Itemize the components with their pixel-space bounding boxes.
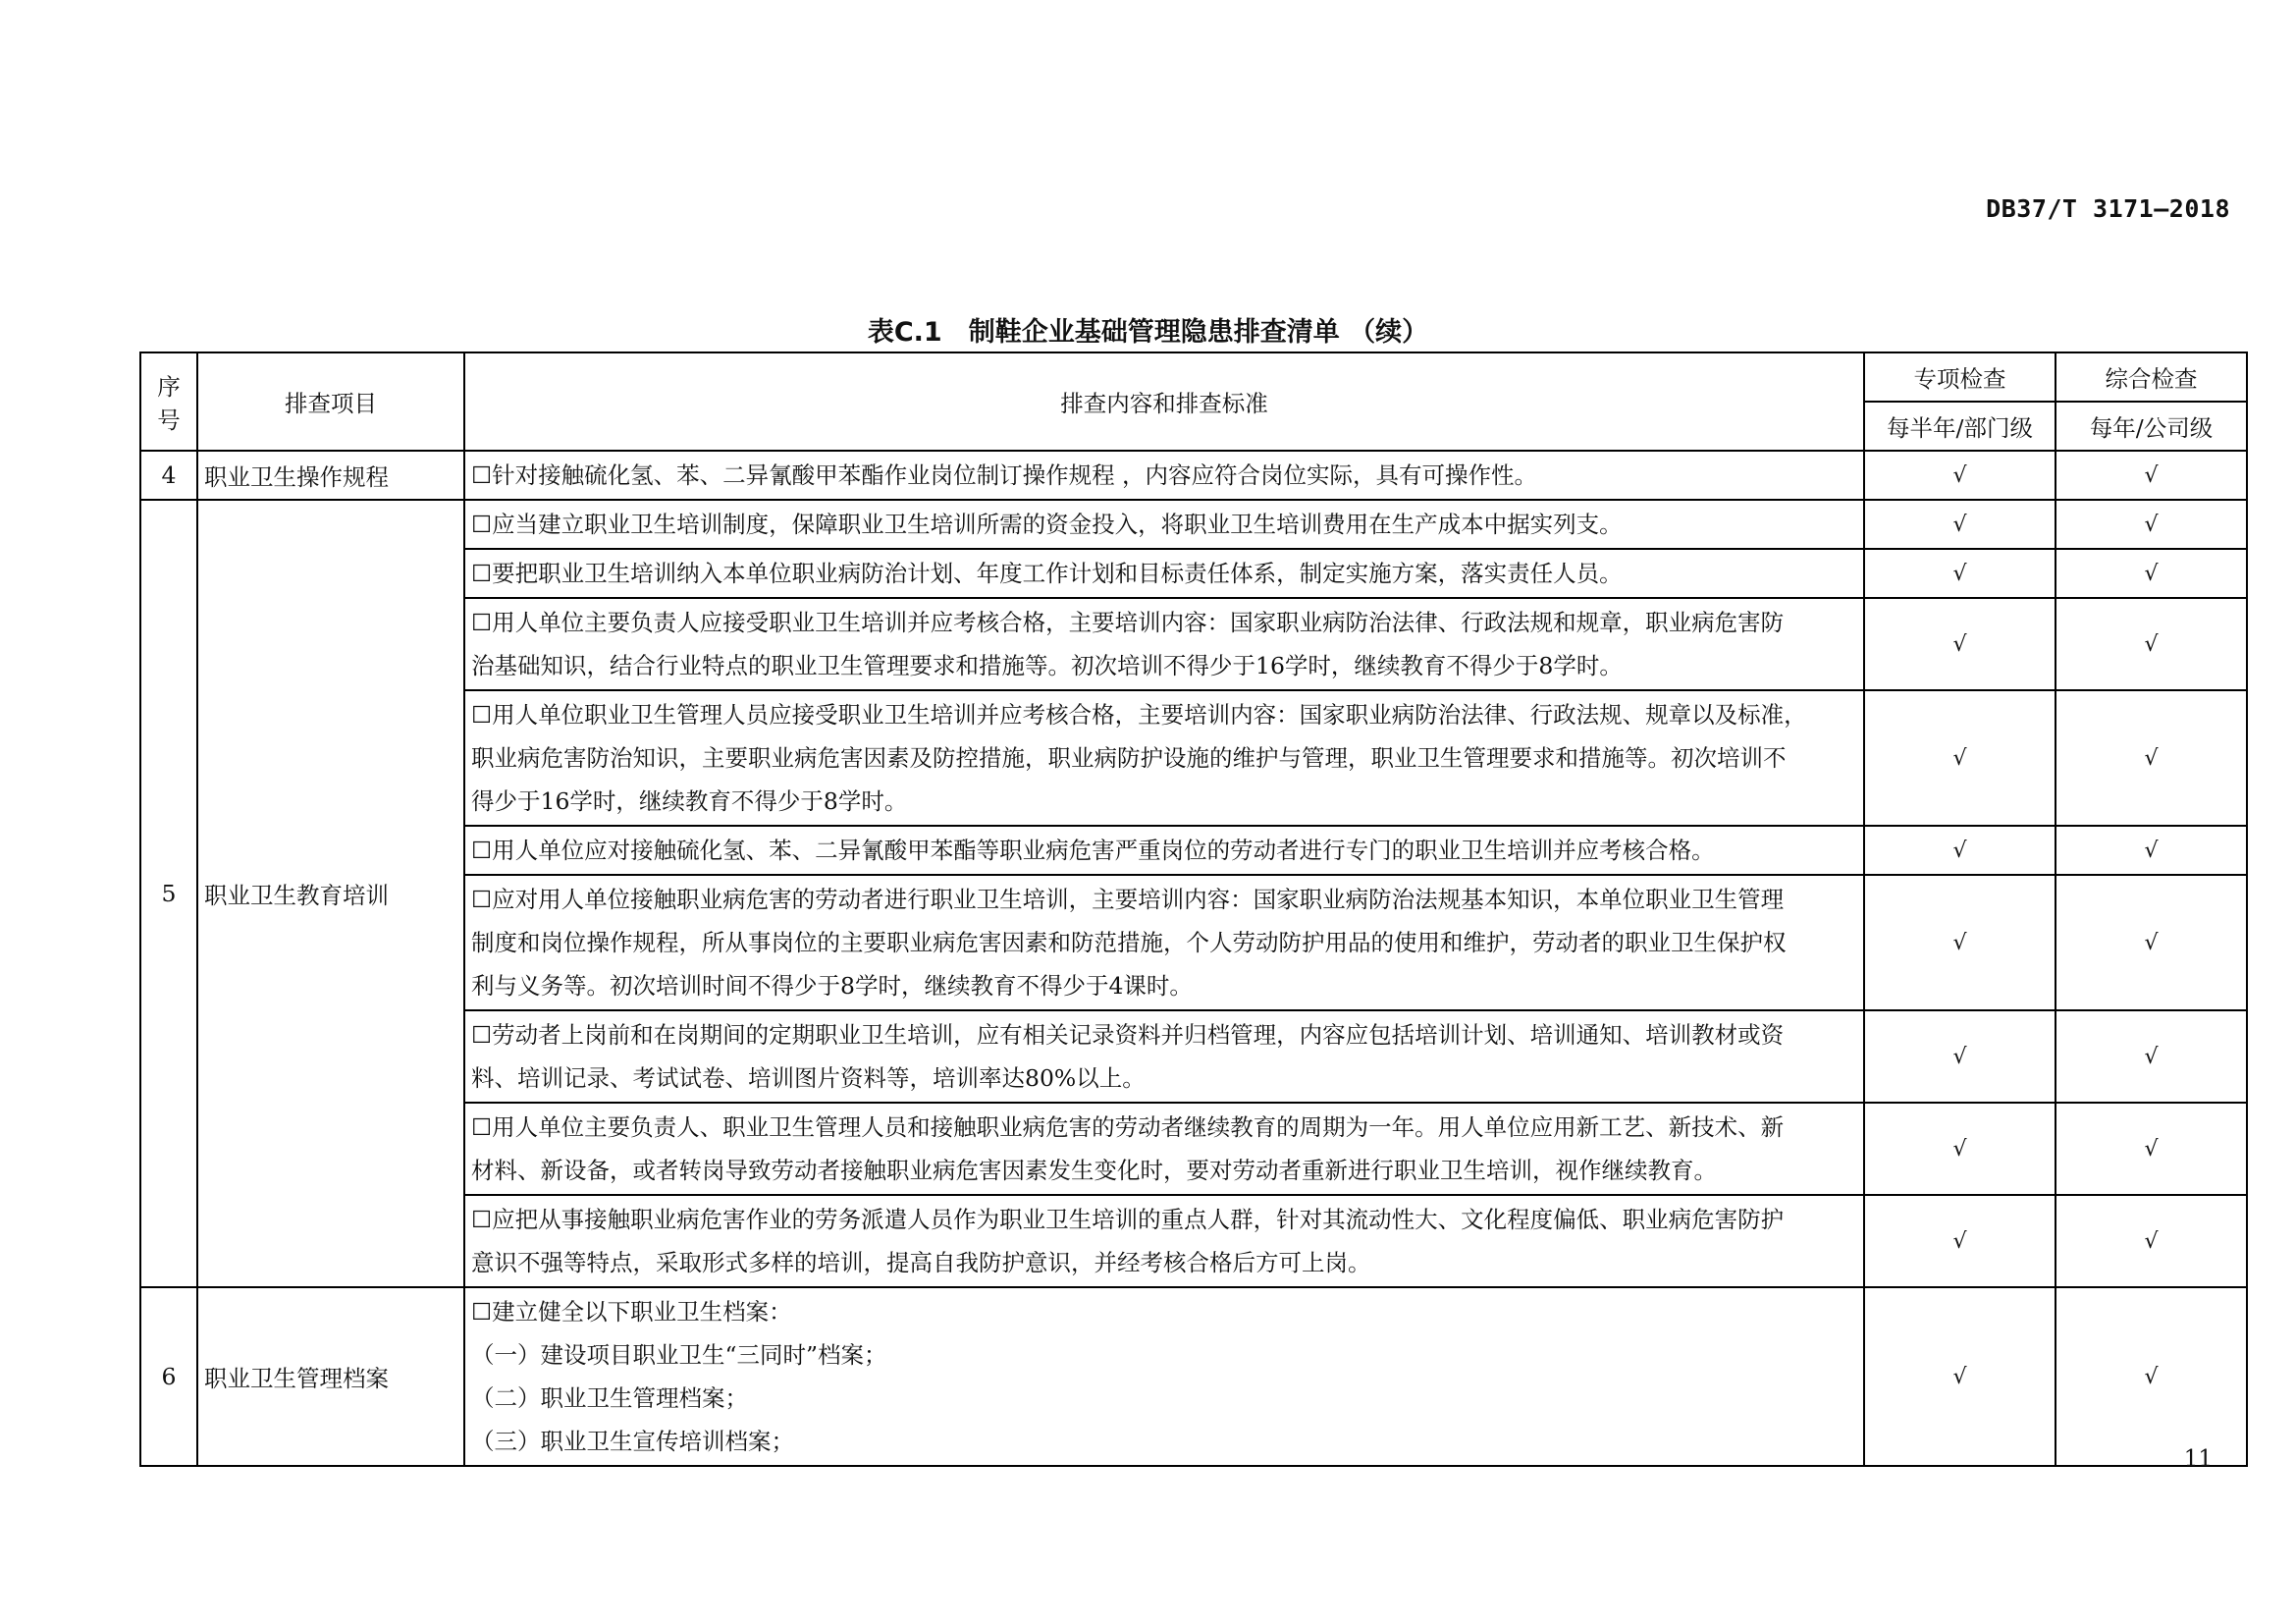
content-line: （三）职业卫生宣传培训档案； xyxy=(471,1428,794,1455)
content-line: 职业病危害防治知识，主要职业病危害因素及防控措施，职业病防护设施的维护与管理，职业卫生管理要求和措施等。初次培训不 xyxy=(471,744,1787,772)
content-line: 意识不强等特点，采取形式多样的培训，提高自我防护意识，并经考核合格后方可上岗。 xyxy=(471,1249,1371,1276)
col-header-no: 序号 xyxy=(140,352,197,451)
col-header-item: 排查项目 xyxy=(197,352,464,451)
page-number: 11 xyxy=(2183,1446,2213,1472)
content-line: ☐建立健全以下职业卫生档案： xyxy=(471,1298,792,1326)
check-content xyxy=(464,451,1864,500)
comprehensive-check-mark: √ xyxy=(2056,826,2247,875)
content-line: （一）建设项目职业卫生“三同时”档案； xyxy=(471,1341,887,1369)
row-number: 4 xyxy=(140,451,197,500)
comprehensive-check-mark: √ xyxy=(2056,875,2247,1010)
special-check-mark: √ xyxy=(1864,549,2056,598)
col-header-comprehensive-freq: 每年/公司级 xyxy=(2056,402,2247,451)
table-row xyxy=(140,1287,2247,1466)
table-header xyxy=(140,352,2247,451)
content-line: 利与义务等。初次培训时间不得少于8学时，继续教育不得少于4课时。 xyxy=(471,972,1193,1000)
check-content xyxy=(464,690,1864,826)
row-number: 5 xyxy=(140,500,197,1287)
special-check-mark: √ xyxy=(1864,1103,2056,1195)
check-content xyxy=(464,500,1864,549)
comprehensive-check-mark: √ xyxy=(2056,549,2247,598)
row-number: 6 xyxy=(140,1287,197,1466)
content-line: ☐用人单位应对接触硫化氢、苯、二异氰酸甲苯酯等职业病危害严重岗位的劳动者进行专门的职业卫生培训并应考核合格。 xyxy=(471,837,1715,864)
check-content xyxy=(464,875,1864,1010)
check-item: 职业卫生教育培训 xyxy=(197,500,464,1287)
table-row xyxy=(140,500,2247,549)
special-check-mark: √ xyxy=(1864,1010,2056,1103)
check-content xyxy=(464,1287,1864,1466)
col-header-content: 排查内容和排查标准 xyxy=(464,352,1864,451)
table-title: 表C.1 制鞋企业基础管理隐患排查清单 （续） xyxy=(867,317,1429,348)
content-line: 制度和岗位操作规程，所从事岗位的主要职业病危害因素和防范措施，个人劳动防护用品的使用和维护，劳动者的职业卫生保护权 xyxy=(471,929,1787,956)
check-content xyxy=(464,826,1864,875)
col-header-comprehensive: 综合检查 xyxy=(2056,352,2247,402)
special-check-mark: √ xyxy=(1864,875,2056,1010)
content-line: 材料、新设备，或者转岗导致劳动者接触职业病危害因素发生变化时，要对劳动者重新进行职业卫生培训，视作继续教育。 xyxy=(471,1157,1717,1184)
check-content xyxy=(464,549,1864,598)
table-row xyxy=(140,451,2247,500)
comprehensive-check-mark: √ xyxy=(2056,1010,2247,1103)
comprehensive-check-mark: √ xyxy=(2056,690,2247,826)
content-line: ☐用人单位主要负责人应接受职业卫生培训并应考核合格，主要培训内容：国家职业病防治法律、行政法规和规章，职业病危害防 xyxy=(471,609,1785,636)
col-header-special-freq: 每半年/部门级 xyxy=(1864,402,2056,451)
check-content xyxy=(464,1195,1864,1287)
comprehensive-check-mark: √ xyxy=(2056,1103,2247,1195)
content-line: ☐用人单位职业卫生管理人员应接受职业卫生培训并应考核合格，主要培训内容：国家职业病防治法律、行政法规、规章以及标准， xyxy=(471,701,1807,729)
special-check-mark: √ xyxy=(1864,690,2056,826)
check-content xyxy=(464,1103,1864,1195)
check-content xyxy=(464,598,1864,690)
special-check-mark: √ xyxy=(1864,826,2056,875)
checklist-table xyxy=(139,352,2248,1467)
content-line: 料、培训记录、考试试卷、培训图片资料等，培训率达80%以上。 xyxy=(471,1064,1146,1092)
content-line: ☐劳动者上岗前和在岗期间的定期职业卫生培训，应有相关记录资料并归档管理，内容应包括培训计划、培训通知、培训教材或资 xyxy=(471,1021,1785,1049)
col-header-special: 专项检查 xyxy=(1864,352,2056,402)
content-line: 治基础知识，结合行业特点的职业卫生管理要求和措施等。初次培训不得少于16学时，继续教育不得少于8学时。 xyxy=(471,652,1623,679)
content-line: ☐用人单位主要负责人、职业卫生管理人员和接触职业病危害的劳动者继续教育的周期为一年。用人单位应用新工艺、新技术、新 xyxy=(471,1113,1785,1141)
special-check-mark: √ xyxy=(1864,451,2056,500)
content-line: ☐应对用人单位接触职业病危害的劳动者进行职业卫生培训，主要培训内容：国家职业病防治法规基本知识，本单位职业卫生管理 xyxy=(471,886,1785,913)
comprehensive-check-mark: √ xyxy=(2056,598,2247,690)
content-line: ☐要把职业卫生培训纳入本单位职业病防治计划、年度工作计划和目标责任体系，制定实施方案，落实责任人员。 xyxy=(471,560,1623,587)
comprehensive-check-mark: √ xyxy=(2056,500,2247,549)
document-code: DB37/T 3171—2018 xyxy=(1986,194,2230,223)
special-check-mark: √ xyxy=(1864,598,2056,690)
table-body xyxy=(140,451,2247,1466)
content-line: ☐针对接触硫化氢、苯、二异氰酸甲苯酯作业岗位制订操作规程 ，内容应符合岗位实际，具有可操作性。 xyxy=(471,461,1538,489)
check-content xyxy=(464,1010,1864,1103)
content-line: 得少于16学时，继续教育不得少于8学时。 xyxy=(471,787,908,815)
comprehensive-check-mark: √ xyxy=(2056,1287,2247,1466)
special-check-mark: √ xyxy=(1864,500,2056,549)
content-line: （二）职业卫生管理档案； xyxy=(471,1384,748,1412)
comprehensive-check-mark: √ xyxy=(2056,1195,2247,1287)
content-line: ☐应当建立职业卫生培训制度，保障职业卫生培训所需的资金投入，将职业卫生培训费用在生产成本中据实列支。 xyxy=(471,511,1623,538)
comprehensive-check-mark: √ xyxy=(2056,451,2247,500)
content-line: ☐应把从事接触职业病危害作业的劳务派遣人员作为职业卫生培训的重点人群，针对其流动性大、文化程度偏低、职业病危害防护 xyxy=(471,1206,1785,1233)
check-item: 职业卫生操作规程 xyxy=(197,451,464,500)
special-check-mark: √ xyxy=(1864,1287,2056,1466)
check-item: 职业卫生管理档案 xyxy=(197,1287,464,1466)
special-check-mark: √ xyxy=(1864,1195,2056,1287)
